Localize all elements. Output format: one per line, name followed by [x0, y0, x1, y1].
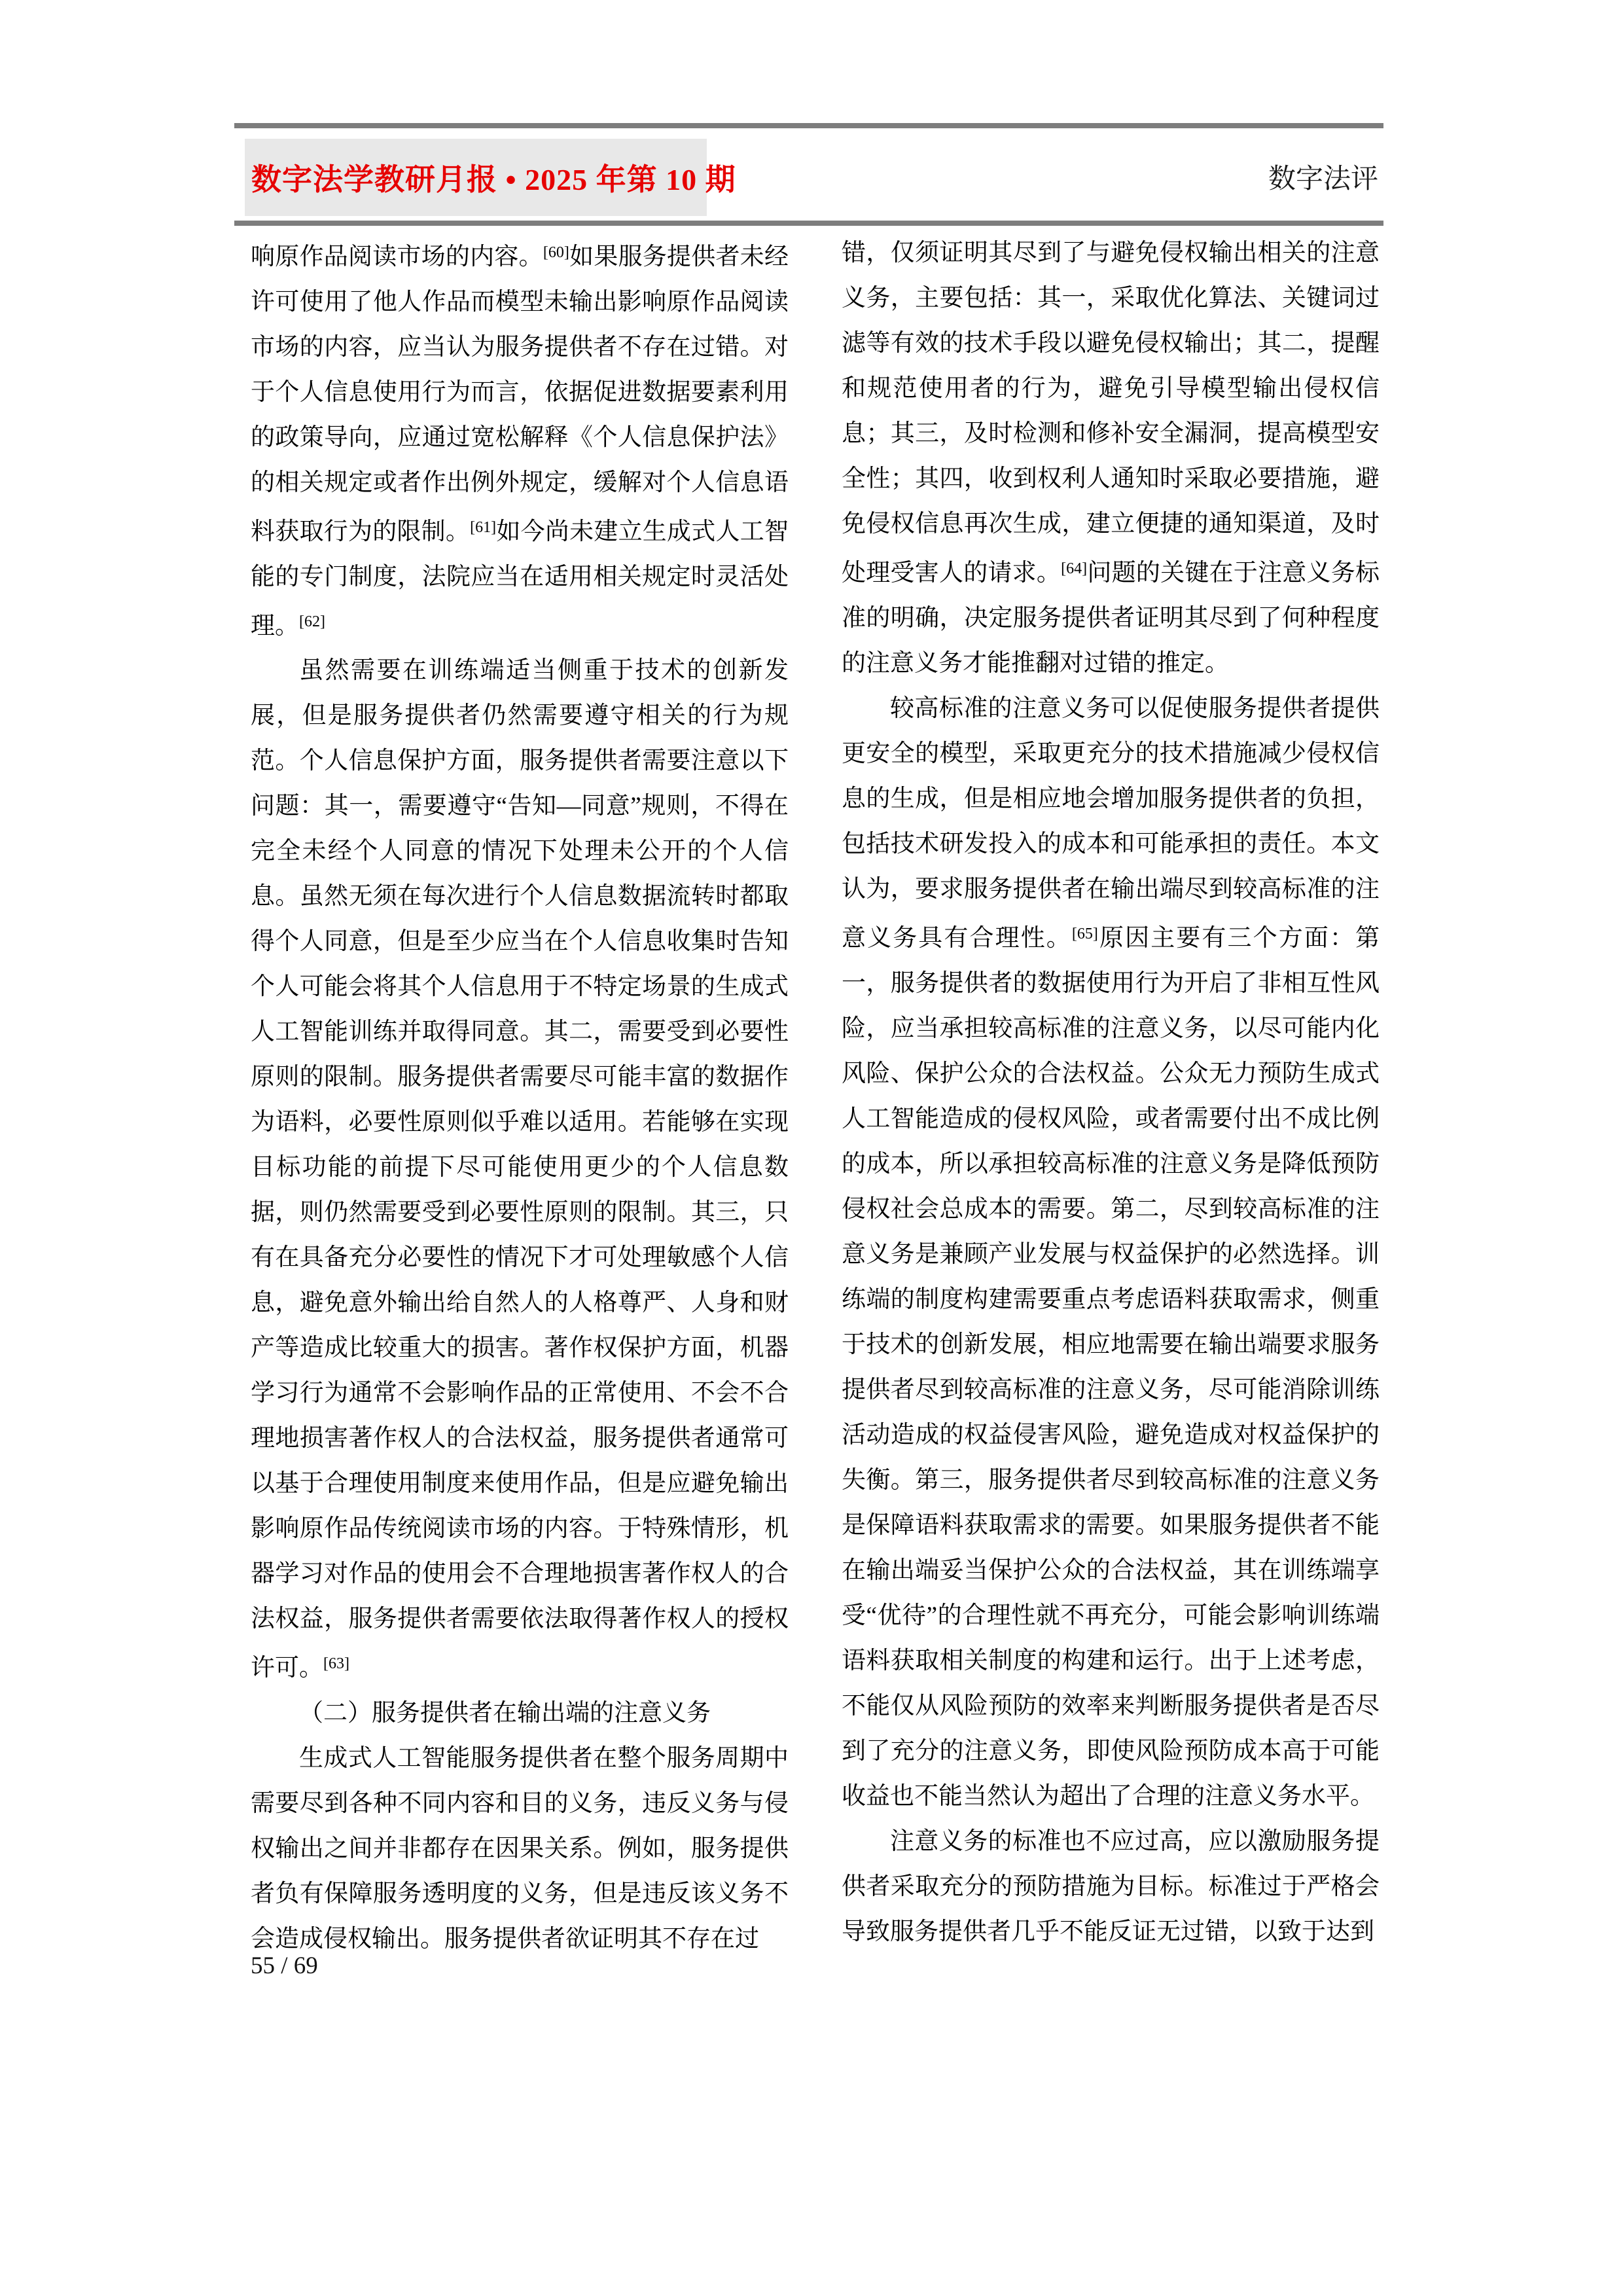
text-segment: 如今尚未建立生成式人工智能的专门制度，法院应当在适用相关规定时灵活处理。 — [251, 518, 789, 639]
journal-title-box — [245, 139, 736, 216]
body-paragraph — [842, 1819, 1380, 1954]
text-segment: 原因主要有三个方面：第一，服务提供者的数据使用行为开启了非相互性风险，应当承担较高标准的注意义务，以尽可能内化风险、保护公众的合法权益。公众无力预防生成式人工智能造成的侵权风险，或者需要付出不成比例的成本，所以承担较高标准的注意义务是降低预防侵权社会总成本的需要。第二，尽到较高标准的注意义务是兼顾产业发展与权益保护的必然选择。训练端的制度构建需要重点考虑语料获取需求，侧重于技术的创新发展，相应地需要在输出端要求服务提供者尽到较高标准的注意义务，尽可能消除训练活动造成的权益侵害风险，避免造成对权益保护的失衡。第三，服务提供者尽到较高标准的注意义务是保障语料获取需求的需要。如果服务提供者不能在输出端妥当保护公众的合法权益，其在训练端享受“优待”的合理性就不再充分，可能会影响训练端语料获取相关制度的构建和运行。出于上述考虑，不能仅从风险预防的效率来判断服务提供者是否尽到了充分的注意义务，即使风险预防成本高于可能收益也不能当然认为超出了合理的注意义务水平。 — [842, 924, 1380, 1810]
text-segment: 较高标准的注意义务可以促使服务提供者提供更安全的模型，采取更充分的技术措施减少侵权信息的生成，但是相应地会增加服务提供者的负担，包括技术研发投入的成本和可能承担的责任。本文认为，要求服务提供者在输出端尽到较高标准的注意义务具有合理性。 — [842, 694, 1380, 952]
journal-title: 数字法学教研月报 • 2025 年第 10 期 — [251, 163, 736, 196]
footnote-ref: [60] — [543, 244, 569, 261]
footnote-ref: [65] — [1071, 925, 1098, 942]
footnote-ref: [63] — [323, 1655, 349, 1673]
right-column — [842, 230, 1380, 1954]
footnote-ref: [64] — [1061, 560, 1088, 577]
header-rule-bottom — [234, 221, 1383, 226]
footnote-ref: [62] — [299, 613, 325, 630]
text-segment: （二）服务提供者在输出端的注意义务 — [299, 1700, 711, 1727]
header-section-label: 数字法评 — [1268, 164, 1378, 194]
left-column — [251, 230, 789, 1962]
text-segment: 虽然需要在训练端适当侧重于技术的创新发展，但是服务提供者仍然需要遵守相关的行为规范。个人信息保护方面，服务提供者需要注意以下问题：其一，需要遵守“告知—同意”规则，不得在完全未经个人同意的情况下处理未公开的个人信息。虽然无须在每次进行个人信息数据流转时都取得个人同意，但是至少应当在个人信息收集时告知个人可能会将其个人信息用于不特定场景的生成式人工智能训练并取得同意。其二，需要受到必要性原则的限制。服务提供者需要尽可能丰富的数据作为语料，必要性原则似乎难以适用。若能够在实现目标功能的前提下尽可能使用更少的个人信息数据，则仍然需要受到必要性原则的限制。其三，只有在具备充分必要性的情况下才可处理敏感个人信息，避免意外输出给自然人的人格尊严、人身和财产等造成比较重大的损害。著作权保护方面，机器学习行为通常不会影响作品的正常使用、不会不合理地损害著作权人的合法权益，服务提供者通常可以基于合理使用制度来使用作品，但是应避免输出影响原作品传统阅读市场的内容。于特殊情形，机器学习对作品的使用会不合理地损害著作权人的合法权益，服务提供者需要依法取得著作权人的授权许可。 — [251, 657, 789, 1682]
body-paragraph — [842, 230, 1380, 686]
body-paragraph — [251, 648, 789, 1691]
text-segment: 响原作品阅读市场的内容。 — [251, 243, 543, 270]
text-segment: 注意义务的标准也不应过高，应以激励服务提供者采取充分的预防措施为目标。标准过于严格会导致服务提供者几乎不能反证无过错，以致于达到 — [842, 1827, 1380, 1945]
text-segment: 如果服务提供者未经许可使用了他人作品而模型未输出影响原作品阅读市场的内容，应当认为服务提供者不存在过错。对于个人信息使用行为而言，依据促进数据要素利用的政策导向，应通过宽松解释《个人信息保护法》的相关规定或者作出例外规定，缓解对个人信息语料获取行为的限制。 — [251, 243, 789, 545]
footnote-ref: [61] — [470, 518, 497, 536]
body-paragraph — [251, 1736, 789, 1962]
section-heading — [251, 1691, 789, 1736]
text-segment: 问题的关键在于注意义务标准的明确，决定服务提供者证明其尽到了何种程度的注意义务才能推翻对过错的推定。 — [842, 559, 1380, 677]
text-segment: 生成式人工智能服务提供者在整个服务周期中需要尽到各种不同内容和目的义务，违反义务与侵权输出之间并非都存在因果关系。例如，服务提供者负有保障服务透明度的义务，但是违反该义务不会造成侵权输出。服务提供者欲证明其不存在过 — [251, 1745, 789, 1953]
text-segment: 错，仅须证明其尽到了与避免侵权输出相关的注意义务，主要包括：其一，采取优化算法、关键词过滤等有效的技术手段以避免侵权输出；其二，提醒和规范使用者的行为，避免引导模型输出侵权信息；其三，及时检测和修补安全漏洞，提高模型安全性；其四，收到权利人通知时采取必要措施，避免侵权信息再次生成，建立便捷的通知渠道，及时处理受害人的请求。 — [842, 240, 1380, 586]
page-number-indicator: 55 / 69 — [251, 1952, 318, 1979]
header-rule-top — [234, 123, 1383, 128]
body-paragraph — [842, 686, 1380, 1819]
body-paragraph — [251, 230, 789, 648]
